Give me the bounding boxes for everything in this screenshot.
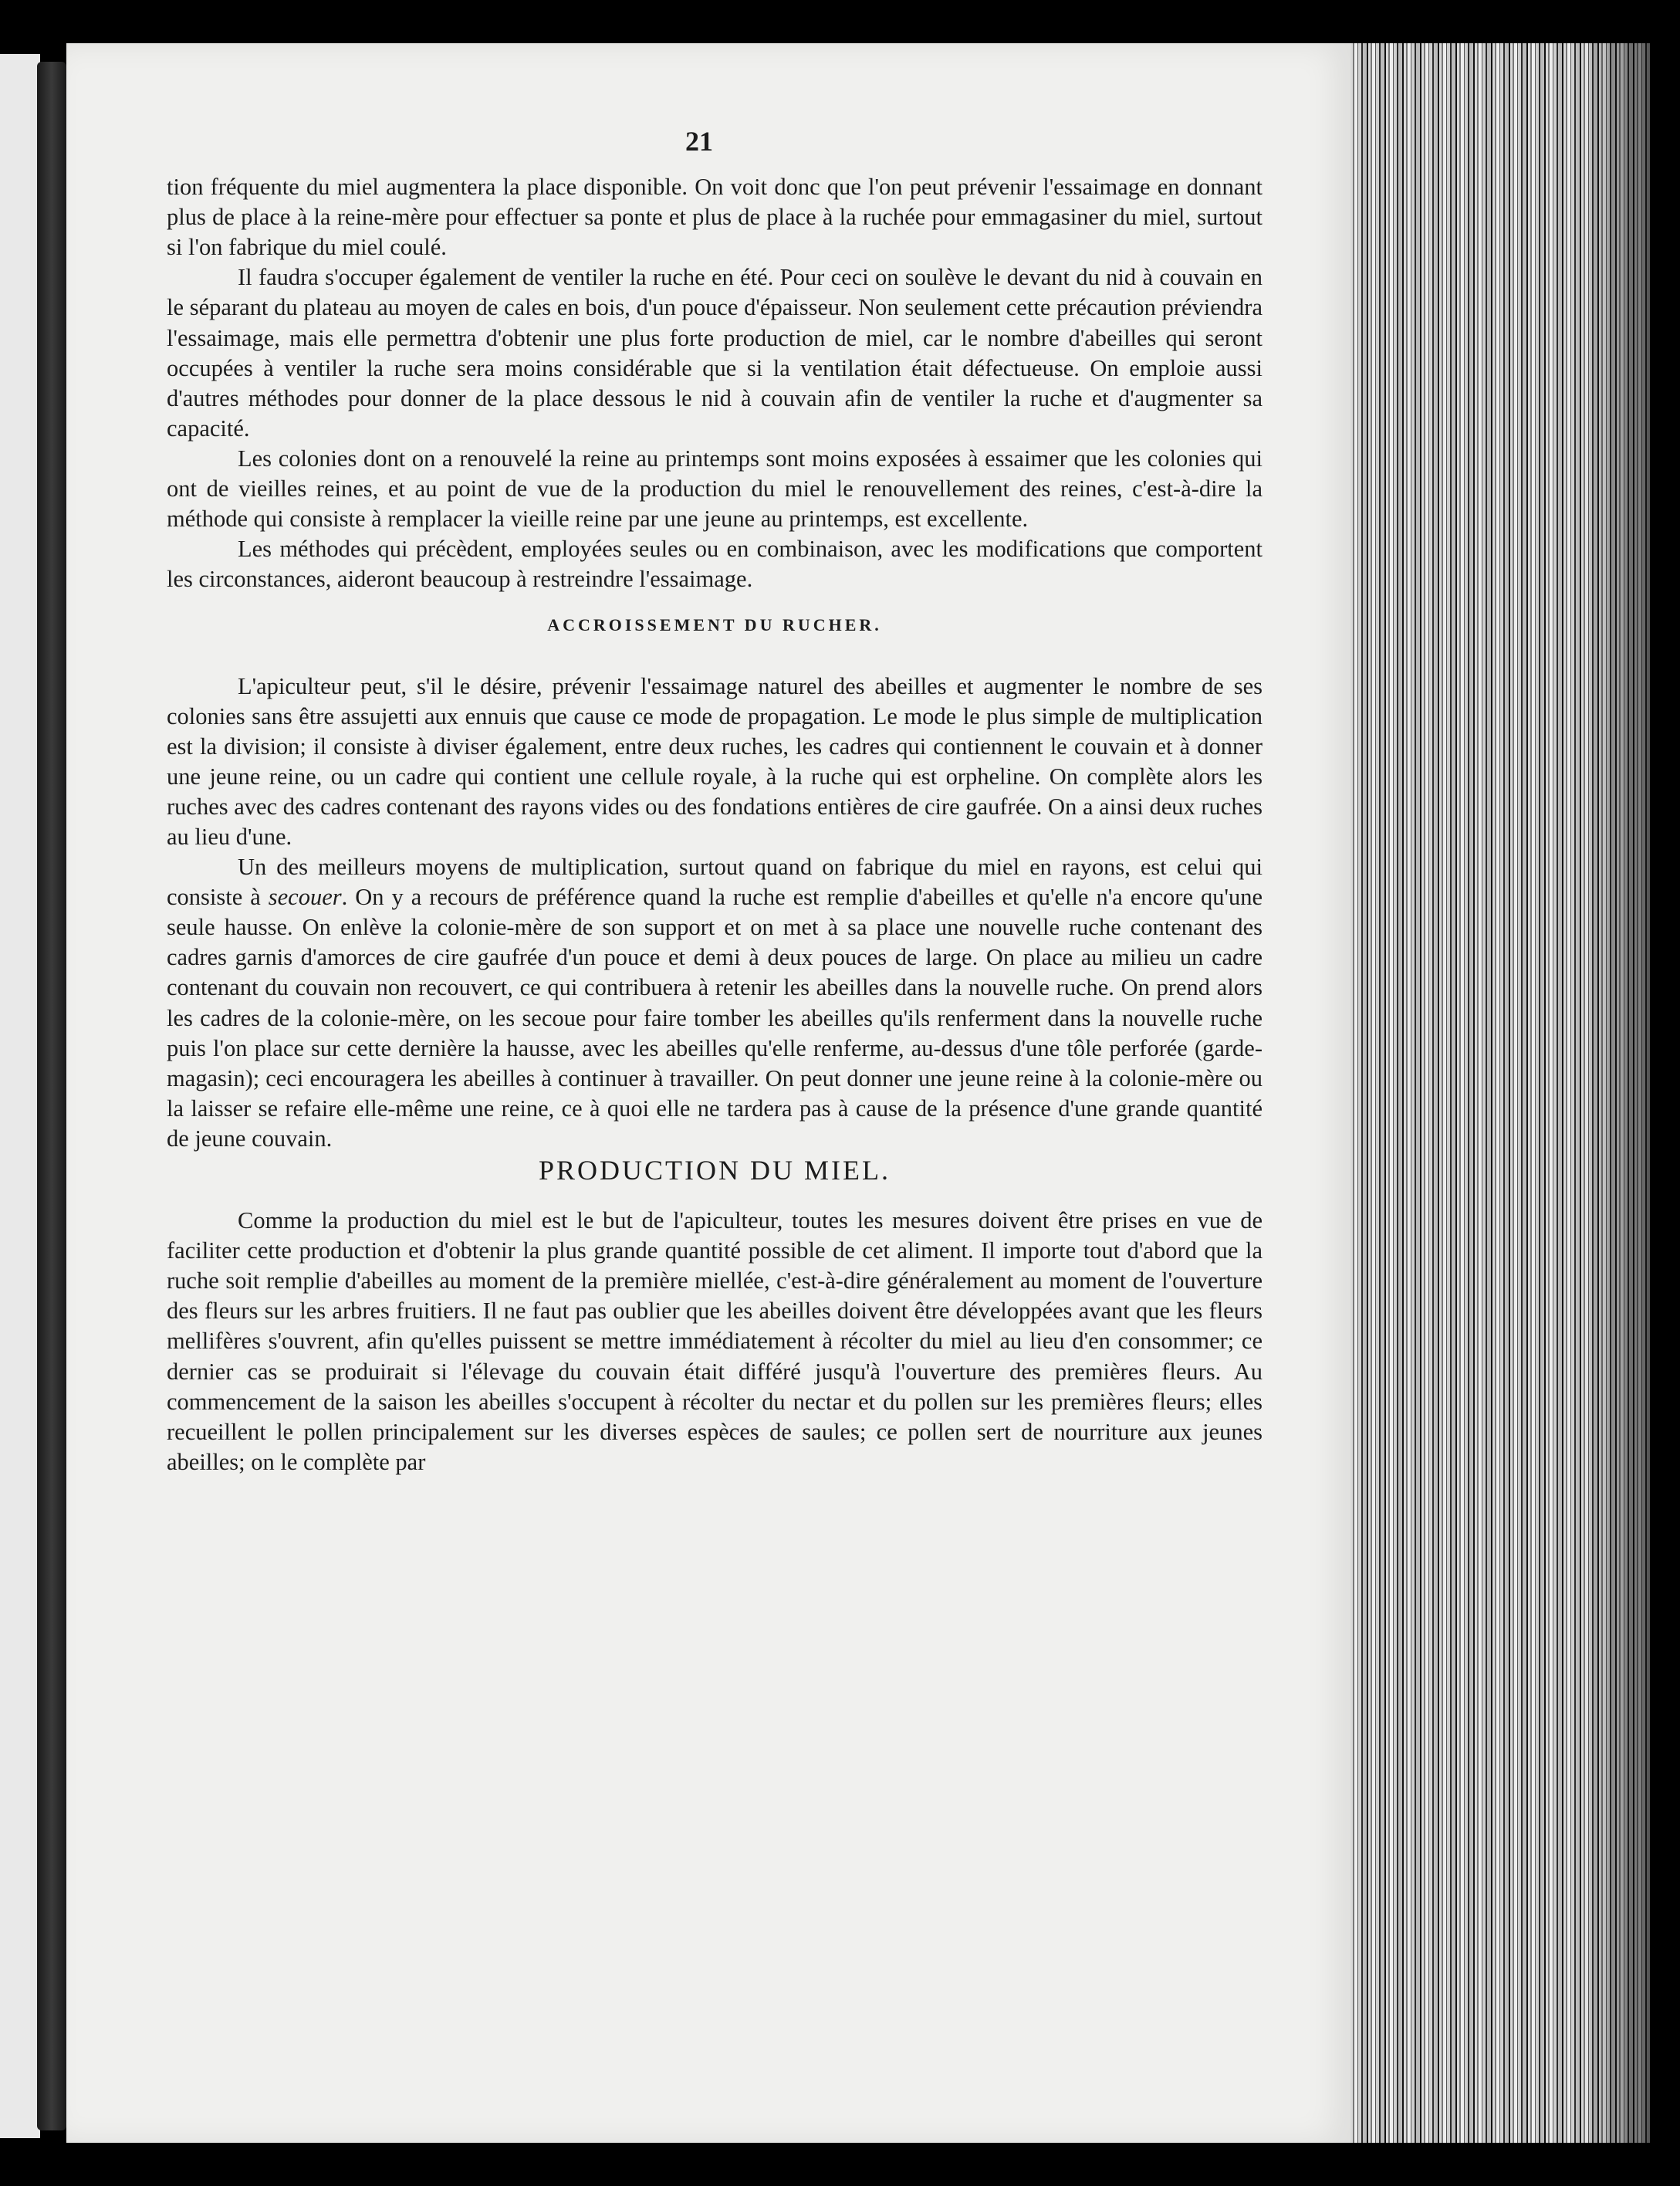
paragraph: tion fréquente du miel augmentera la place disponible. On voit donc que l'on peut prévenir l'essaimage en donnant plus de place à la reine-mère pour effectuer sa ponte et plus de place à la ruchée pour emmagasiner du miel, surtout si l'on fabrique du miel coulé. (167, 174, 1263, 261)
page-content (167, 116, 1263, 1477)
section-heading: ACCROISSEMENT DU RUCHER. (547, 615, 882, 635)
paragraph: Les colonies dont on a renouvelé la reine au printemps sont moins exposées à essaimer que les colonies qui ont de vieilles reines, et au point de vue de la production du miel le renouvellement des reines, c'est-à-dire la méthode qui consiste à remplacer la vieille reine par une jeune au printemps, est excellente. (167, 445, 1263, 533)
chapter-heading: PRODUCTION DU MIEL. (539, 1155, 891, 1186)
paragraph-text: . On y a recours de préférence quand la ruche est remplie d'abeilles et qu'elle n'a encore qu'une seule hausse. On enlève la colonie-mère de son support et on met à sa place une nouvelle ruche contenant des cadres garnis d'amorces de cire gaufrée d'un pouce et demi à deux pouces de large. On place au milieu un cadre contenant du couvain non recouvert, ce qui contribuera à retenir les abeilles dans la nouvelle ruche. On prend alors les cadres de la colonie-mère, on les secoue pour faire tomber les abeilles qu'ils renferment dans la nouvelle ruche puis l'on place sur cette dernière la hausse, avec les abeilles qu'elle renferme, au-dessus d'une tôle perforée (garde-magasin); ceci encouragera les abeilles à continuer à travailler. On peut donner une jeune reine à la colonie-mère ou la laisser se refaire elle-même une reine, ce à quoi elle ne tardera pas à cause de la présence d'une grande quantité de jeune couvain. (167, 884, 1263, 1152)
paragraph-text: Un des meilleurs moyens de multiplication, surtout quand on fabrique du miel en rayons, est celui qui consiste à (167, 854, 1263, 911)
page-number: 21 (685, 126, 713, 157)
paragraph: Les méthodes qui précèdent, employées seules ou en combinaison, avec les modifications que comportent les circonstances, aideront beaucoup à restreindre l'essaimage. (167, 536, 1263, 593)
paragraph (167, 852, 1263, 1154)
paragraph: Comme la production du miel est le but de l'apiculteur, toutes les mesures doivent être prises en vue de faciliter cette production et d'obtenir la plus grande quantité possible de cet aliment. Il importe tout d'abord que la ruche soit remplie d'abeilles au moment de la première miellée, c'est-à-dire généralement au moment de l'ouverture des fleurs sur les arbres fruitiers. Il ne faut pas oublier que les abeilles doivent être développées avant que les fleurs mellifères s'ouvrent, afin qu'elles puissent se mettre immédiatement à récolter du miel au lieu d'en consommer; ce dernier cas se produirait si l'élevage du couvain était différé jusqu'à l'ouverture des premières fleurs. Au commencement de la saison les abeilles s'occupent à récolter du nectar et du pollen sur les premières fleurs; elles recueillent le pollen principalement sur les diverses espèces de saules; ce pollen sert de nourriture aux jeunes abeilles; on le complète par (167, 1207, 1263, 1475)
page-edges (1350, 43, 1650, 2143)
left-page-edge (0, 54, 40, 2138)
emphasis-word: secouer (268, 884, 342, 911)
book-spine (37, 62, 66, 2130)
paragraph: L'apiculteur peut, s'il le désire, prévenir l'essaimage naturel des abeilles et augmenter le nombre de ses colonies sans être assujetti aux ennuis que cause ce mode de propagation. Le mode le plus simple de multiplication est la division; il consiste à diviser également, entre deux ruches, les cadres qui contiennent le couvain et à donner une jeune reine, ou un cadre qui contient une cellule royale, à la ruche qui est orpheline. On complète alors les ruches avec des cadres contenant des rayons vides ou des fondations entières de cire gaufrée. On a ainsi deux ruches au lieu d'une. (167, 672, 1263, 850)
paragraph: Il faudra s'occuper également de ventiler la ruche en été. Pour ceci on soulève le devant du nid à couvain en le séparant du plateau au moyen de cales en bois, d'un pouce d'épaisseur. Non seulement cette précaution préviendra l'essaimage, mais elle permettra d'obtenir une plus forte production de miel, car le nombre d'abeilles qui seront occupées à ventiler la ruche sera moins considérable que si la ventilation était défectueuse. On emploie aussi d'autres méthodes pour donner de la place dessous le nid à couvain afin de ventiler la ruche et d'augmenter sa capacité. (167, 264, 1263, 442)
